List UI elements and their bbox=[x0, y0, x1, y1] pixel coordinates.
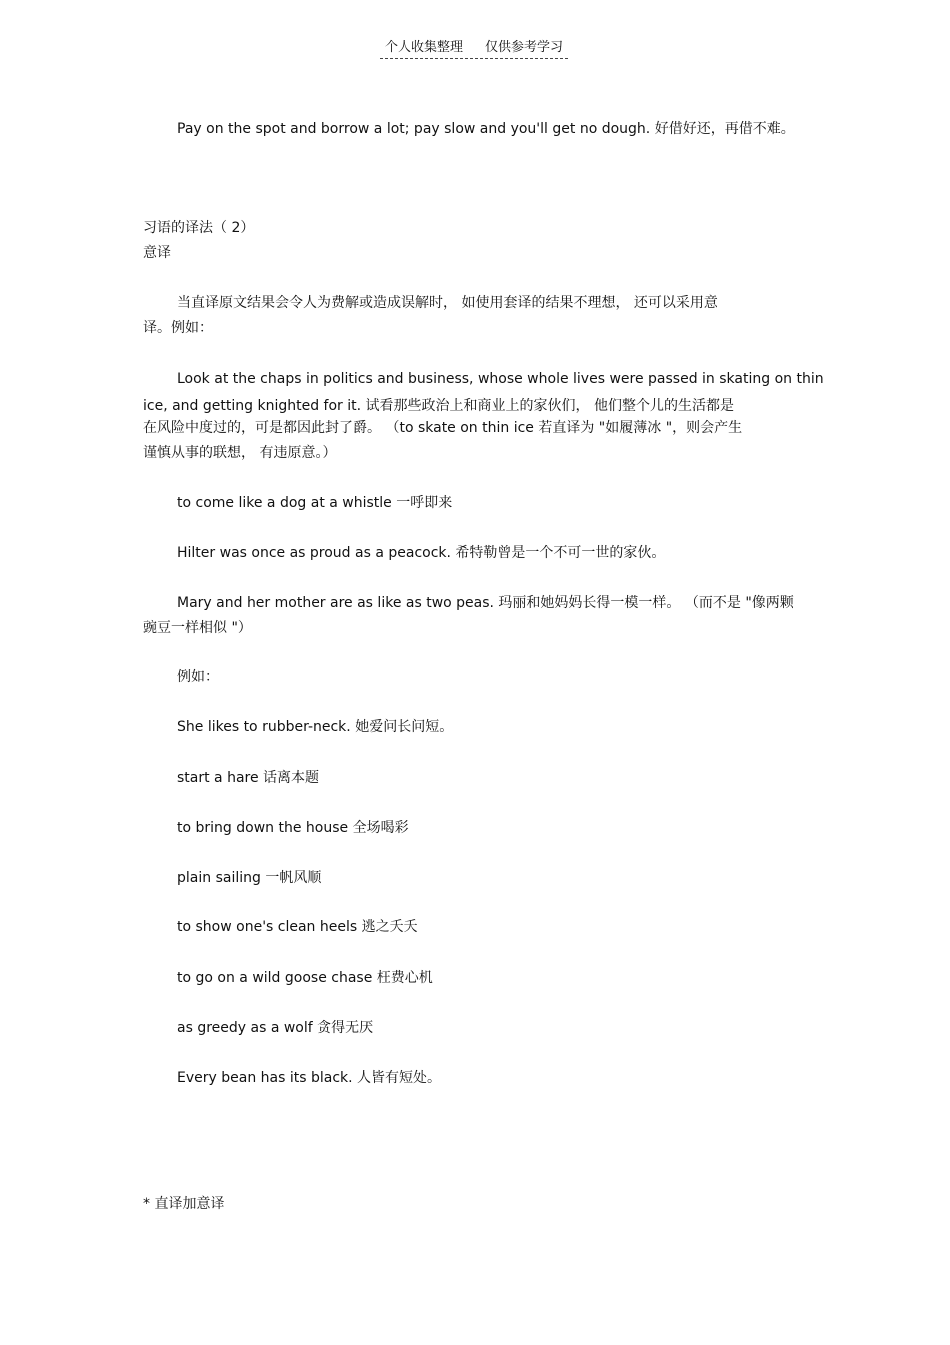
idiom-greedy-wolf: as greedy as a wolf 贪得无厌 bbox=[177, 1020, 374, 1036]
example-mary-line-1: Mary and her mother are as like as two peas. 玛丽和她妈妈长得一模一样。 （而不是 "像两颗 bbox=[177, 595, 794, 611]
section-subheading: 意译 bbox=[143, 245, 171, 261]
idiom-wild-goose-chase: to go on a wild goose chase 枉费心机 bbox=[177, 970, 433, 986]
idiom-bring-down-house: to bring down the house 全场喝彩 bbox=[177, 820, 409, 836]
example-dog: to come like a dog at a whistle 一呼即来 bbox=[177, 495, 453, 511]
example-mary-line-2: 豌豆一样相似 "） bbox=[143, 620, 252, 636]
idiom-every-bean: Every bean has its black. 人皆有短处。 bbox=[177, 1070, 442, 1086]
intro-line-2: 译。例如： bbox=[143, 320, 213, 336]
example-look-line-4: 谨慎从事的联想， 有违原意。） bbox=[143, 445, 337, 461]
page-header bbox=[380, 39, 568, 59]
example-label: 例如： bbox=[177, 669, 219, 685]
section-heading: 习语的译法（ 2） bbox=[143, 220, 255, 236]
proverb-pay-line: Pay on the spot and borrow a lot; pay slow and you'll get no dough. 好借好还，再借不难。 bbox=[177, 121, 795, 137]
idiom-rubber-neck: She likes to rubber-neck. 她爱问长问短。 bbox=[177, 719, 454, 735]
example-look-line-2: ice, and getting knighted for it. 试看那些政治上和商业上的家伙们， 他们整个儿的生活都是 bbox=[143, 398, 734, 414]
header-left-text: 个人收集整理 bbox=[384, 40, 463, 55]
example-look-line-1: Look at the chaps in politics and business, whose whole lives were passed in skating on thin bbox=[177, 371, 824, 387]
header-right-text: 仅供参考学习 bbox=[485, 40, 564, 55]
idiom-clean-heels: to show one's clean heels 逃之夭夭 bbox=[177, 919, 418, 935]
intro-line-1: 当直译原文结果会令人为费解或造成误解时， 如使用套译的结果不理想， 还可以采用意 bbox=[177, 295, 718, 311]
idiom-start-a-hare: start a hare 话离本题 bbox=[177, 770, 320, 786]
example-look-line-3: 在风险中度过的，可是都因此封了爵。 （to skate on thin ice 若直译为 "如履薄冰 "，则会产生 bbox=[143, 420, 743, 436]
section-literal-plus-free: * 直译加意译 bbox=[143, 1196, 225, 1212]
example-hitler: Hilter was once as proud as a peacock. 希特勒曾是一个不可一世的家伙。 bbox=[177, 545, 666, 561]
idiom-plain-sailing: plain sailing 一帆风顺 bbox=[177, 870, 322, 886]
